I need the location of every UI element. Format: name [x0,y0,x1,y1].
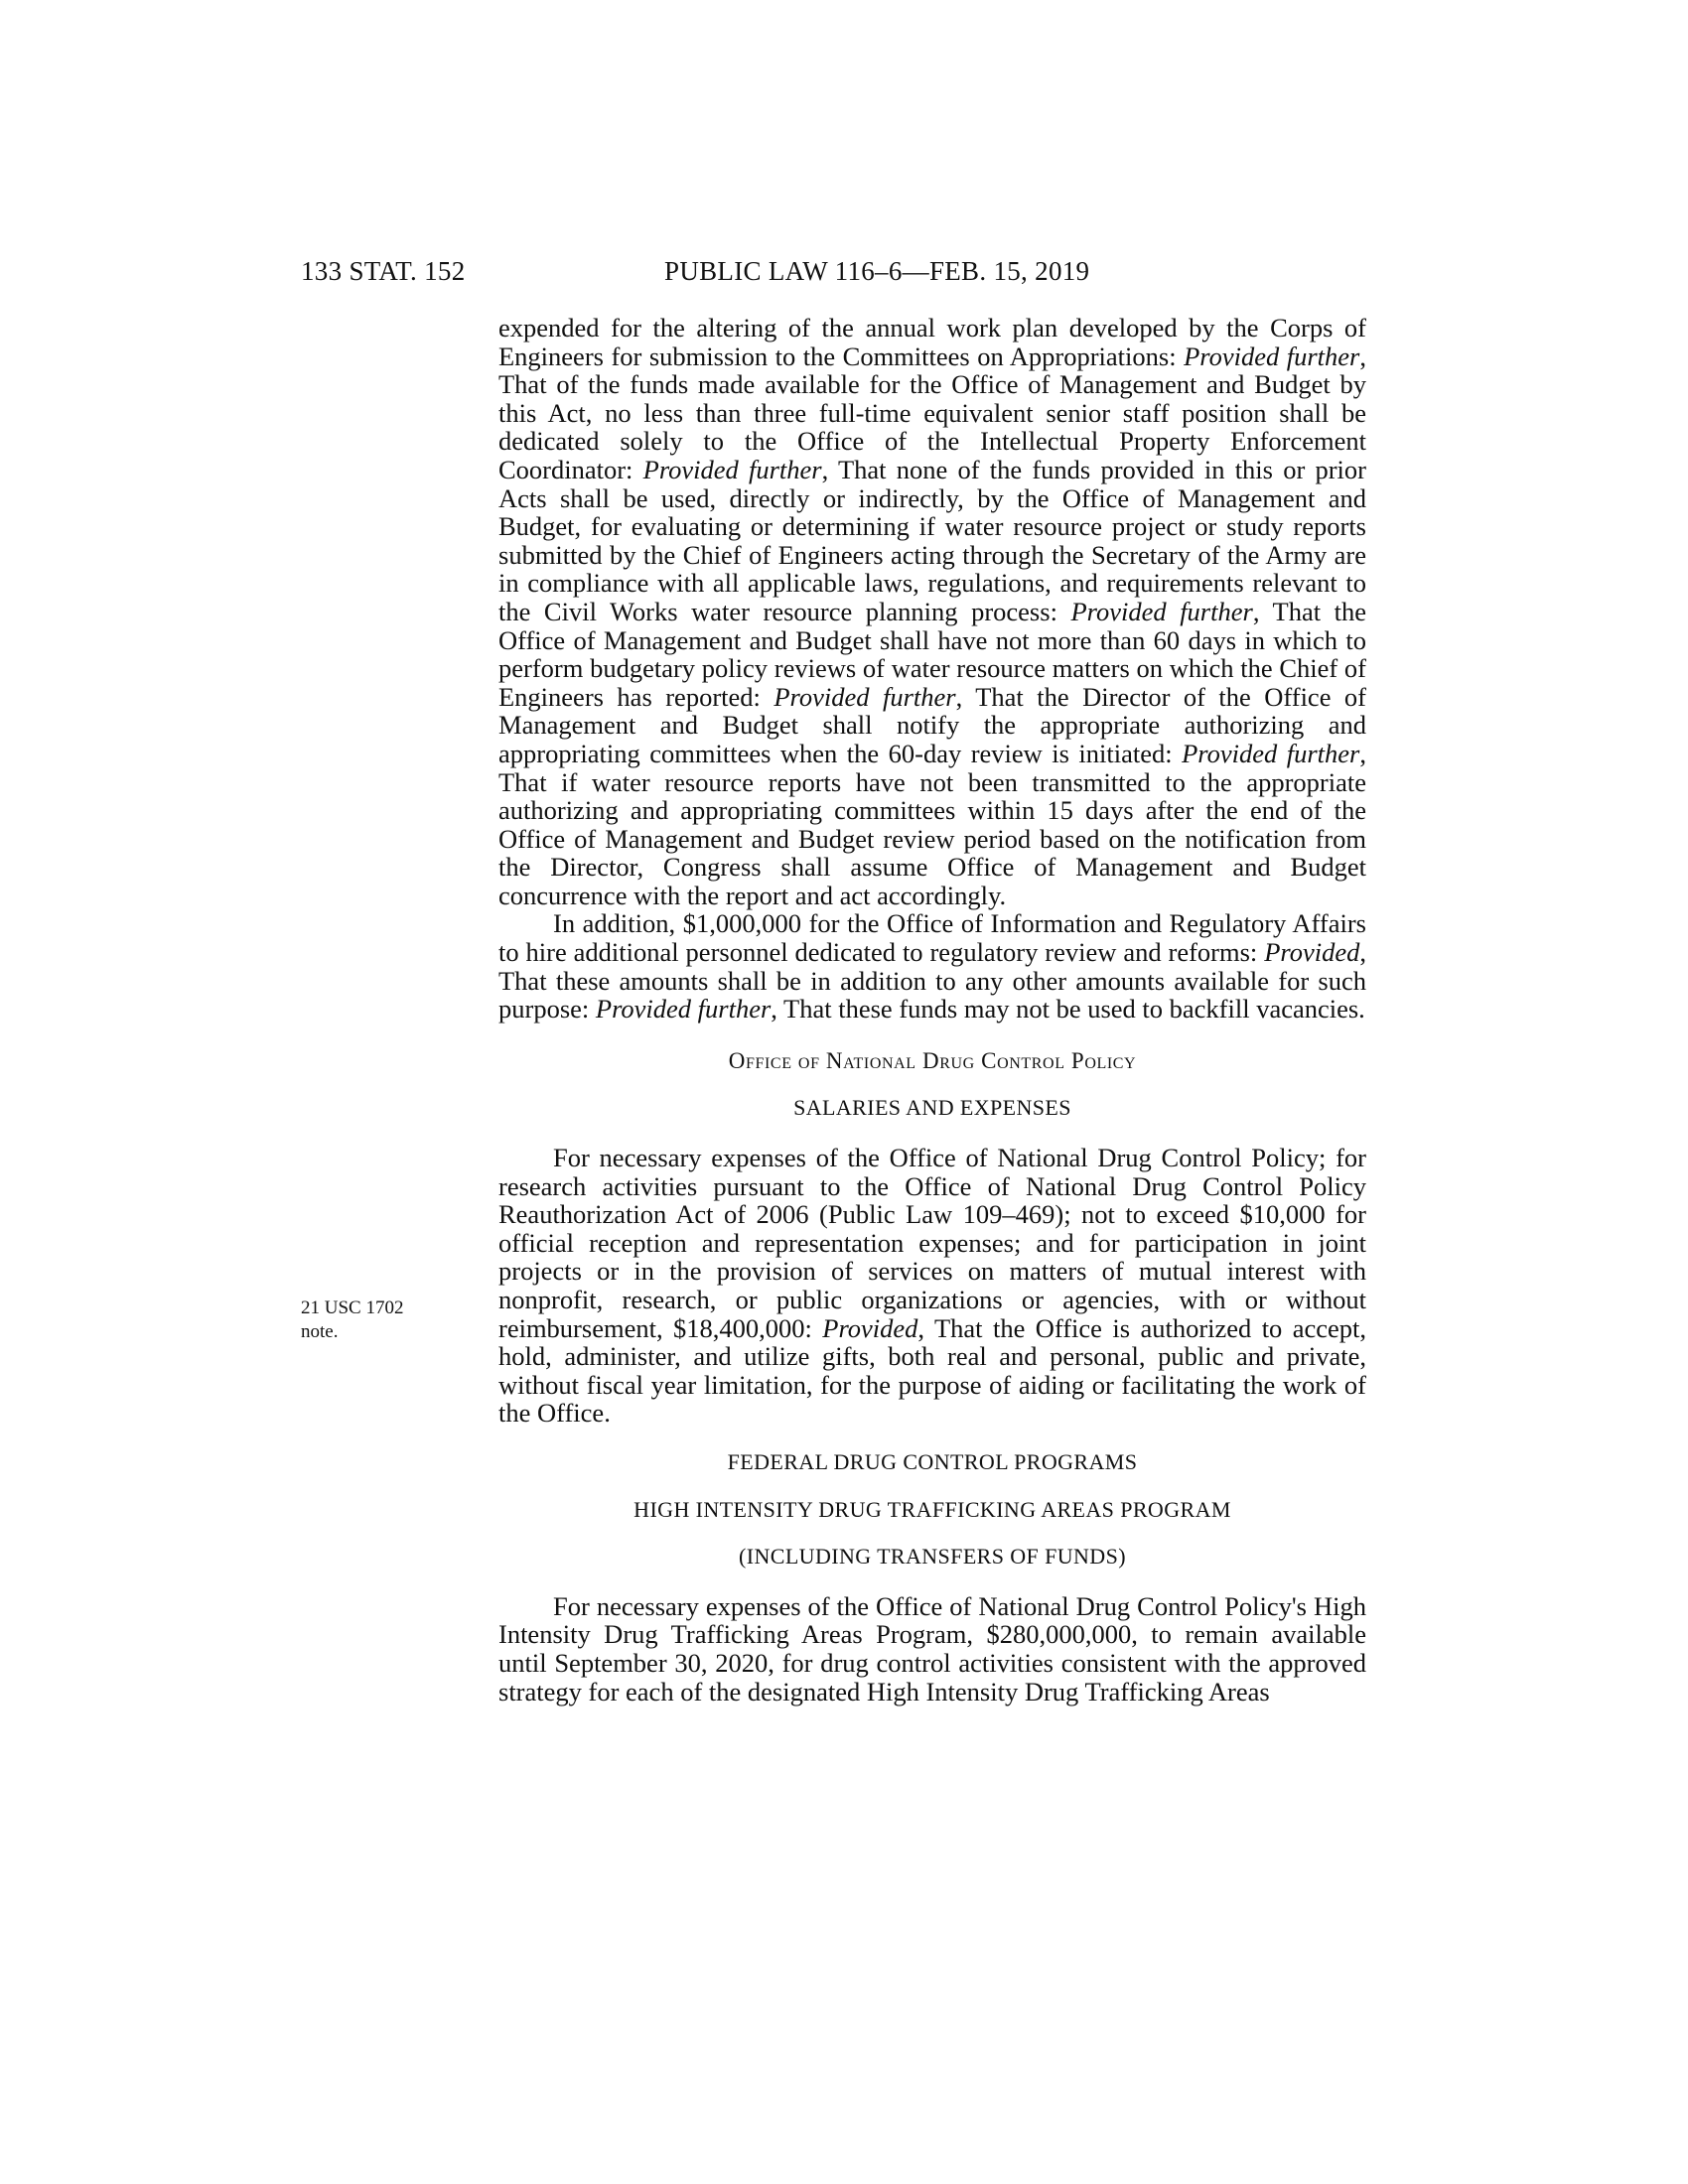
margin-note-suffix: note. [301,1321,339,1342]
stat-page-number: 133 STAT. 152 [301,256,466,286]
body-text [498,314,1366,1706]
law-title: PUBLIC LAW 116–6—FEB. 15, 2019 [664,256,1090,286]
heading-federal-drug-control: FEDERAL DRUG CONTROL PROGRAMS [727,1448,1138,1474]
paragraph-ondcp-salaries: For necessary expenses of the Office of National Drug Control Policy; for research activities pursuant to the Office of National Drug Control Policy Reauthorization Act of 2006 (Public Law 109–469); not to exceed $10,000 for official reception and representation expenses; and for participation in joint projects or in the provision of services on matters of mutual interest with nonprofit, research, or public organizations or agencies, with or without reimbursement, $18,400,000: Provided, That the Office is authorized to accept, hold, administer, and utilize gifts, both real and personal, public and private, without fiscal year limitation, for the purpose of aiding or facilitating the work of the Office. [498,1143,1367,1429]
running-header [301,251,1365,291]
heading-salaries-expenses: SALARIES AND EXPENSES [793,1095,1071,1121]
paragraph-omb-provisions: expended for the altering of the annual work plan developed by the Corps of Engineers for submission to the Committees on Appropriations: Provided further, That of the funds made available for the Office of Management and Budget by this Act, no less than three full-time equivalent senior staff position shall be dedicated solely to the Office of the Intellectual Property Enforcement Coordinator: Provided further, That none of the funds provided in this or prior Acts shall be used, directly or indirectly, by the Office of Management and Budget, for evaluating or determining if water resource project or study reports submitted by the Chief of Engineers acting through the Secretary of the Army are in compliance with all applicable laws, regulations, and requirements relevant to the Civil Works water resource planning process: Provided further, That the Office of Management and Budget shall have not more than 60 days in which to perform budgetary policy reviews of water resource matters on which the Chief of Engineers has reported: Provided further, That the Director of the Office of Management and Budget shall notify the appropriate authorizing and appropriating committees when the 60-day review is initiated: Provided further, That if water resource reports have not been transmitted to the appropriate authorizing and appropriating committees within 15 days after the end of the Office of Management and Budget review period based on the notification from the Director, Congress shall assume Office of Management and Budget concurrence with the report and act accordingly. [498,313,1367,910]
heading-ondcp: Office of National Drug Control Policy [728,1047,1137,1073]
heading-including-transfers: (INCLUDING TRANSFERS OF FUNDS) [739,1544,1126,1570]
paragraph-oira: In addition, $1,000,000 for the Office of Information and Regulatory Affairs to hire additional personnel dedicated to regulatory review and reforms: Provided, That these amounts shall be in addition to any other amounts available for such purpose: Provided further, That these funds may not be used to backfill vacancies. [498,908,1366,1024]
paragraph-hidta: For necessary expenses of the Office of National Drug Control Policy's High Intensity Drug Trafficking Areas Program, $280,000,000, to remain available until September 30, 2020, for drug control activities consistent with the approved strategy for each of the designated High Intensity Drug Trafficking Areas [498,1590,1366,1706]
margin-note-citation: 21 USC 1702 [301,1297,404,1318]
heading-hidta-program: HIGH INTENSITY DRUG TRAFFICKING AREAS PROGRAM [633,1496,1231,1522]
margin-note [301,1297,450,1344]
